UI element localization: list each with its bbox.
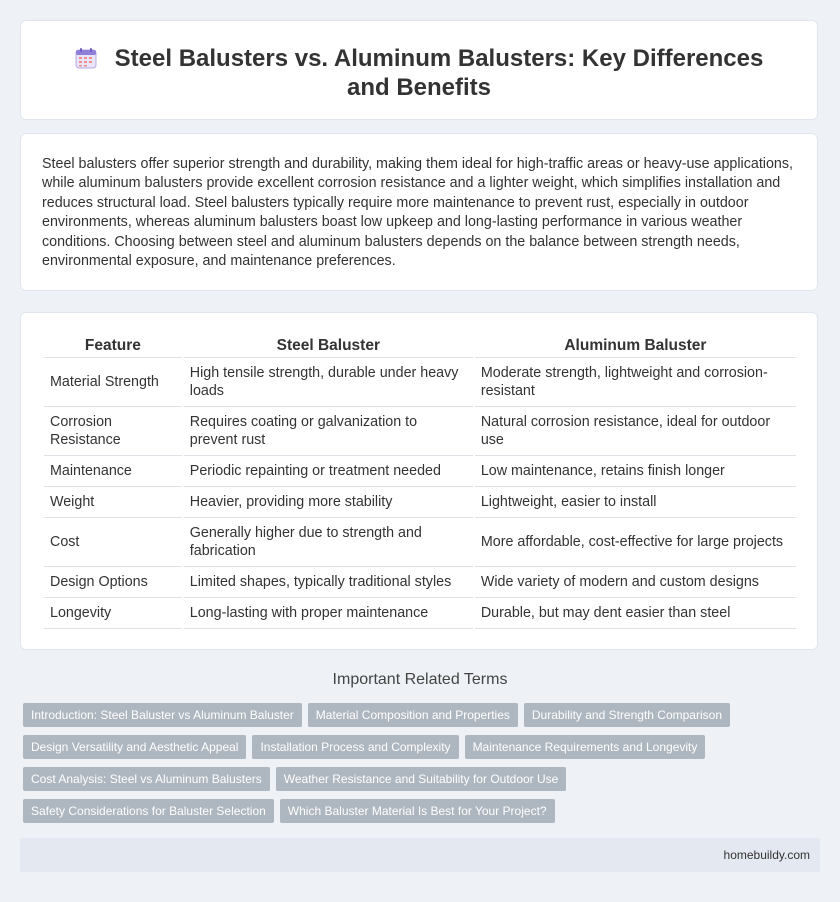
feature-cell: Corrosion Resistance [44,407,182,456]
feature-cell: Weight [44,487,182,518]
feature-cell: Material Strength [44,358,182,407]
related-tag[interactable]: Introduction: Steel Baluster vs Aluminum Baluster [23,703,302,727]
related-tag[interactable]: Which Baluster Material Is Best for Your Project? [280,799,555,823]
footer-site[interactable]: homebuildy.com [723,848,810,862]
header-steel: Steel Baluster [184,335,473,358]
related-tag[interactable]: Safety Considerations for Baluster Selection [23,799,274,823]
aluminum-cell: Durable, but may dent easier than steel [475,598,796,629]
footer-bar [20,838,820,872]
table-header-row [44,335,796,358]
feature-cell: Maintenance [44,456,182,487]
tag-row [23,767,823,799]
table-row [44,407,796,456]
comparison-card [20,312,818,650]
steel-cell: High tensile strength, durable under heavy loads [184,358,473,407]
steel-cell: Heavier, providing more stability [184,487,473,518]
page-title [21,44,817,102]
aluminum-cell: Wide variety of modern and custom designs [475,567,796,598]
table-row [44,567,796,598]
related-tag[interactable]: Durability and Strength Comparison [524,703,730,727]
table-row [44,487,796,518]
related-terms-heading: Important Related Terms [332,671,508,688]
table-row [44,358,796,407]
tag-row [23,799,823,831]
steel-cell: Limited shapes, typically traditional styles [184,567,473,598]
related-tag[interactable]: Design Versatility and Aesthetic Appeal [23,735,246,759]
table-row [44,518,796,567]
tag-row [23,703,823,735]
aluminum-cell: Low maintenance, retains finish longer [475,456,796,487]
related-tag[interactable]: Material Composition and Properties [308,703,518,727]
related-terms-tags [23,703,823,831]
table-row [44,456,796,487]
calendar-icon [75,47,97,69]
aluminum-cell: Lightweight, easier to install [475,487,796,518]
feature-cell: Cost [44,518,182,567]
steel-cell: Generally higher due to strength and fabrication [184,518,473,567]
feature-cell: Longevity [44,598,182,629]
tag-row [23,735,823,767]
related-tag[interactable]: Cost Analysis: Steel vs Aluminum Balusters [23,767,270,791]
header-aluminum: Aluminum Baluster [475,335,796,358]
page-title-text: Steel Balusters vs. Aluminum Balusters: Key Differences and Benefits [114,45,764,101]
intro-paragraph: Steel balusters offer superior strength and durability, making them ideal for high-traffic areas or heavy-use applications, while aluminum balusters provide excellent corrosion resistance and a lighter weight, which simplifies installation and reduces structural load. Steel balusters typically require more maintenance to prevent rust, especially in outdoor environments, whereas aluminum balusters boast low upkeep and long-lasting performance in various weather conditions. Choosing between steel and aluminum balusters depends on the balance between strength needs, environmental exposure, and maintenance preferences. [42,156,793,270]
steel-cell: Periodic repainting or treatment needed [184,456,473,487]
steel-cell: Long-lasting with proper maintenance [184,598,473,629]
intro-card [20,133,818,291]
related-tag[interactable]: Maintenance Requirements and Longevity [465,735,706,759]
related-tag[interactable]: Installation Process and Complexity [252,735,458,759]
table-row [44,598,796,629]
comparison-table [42,335,798,629]
title-wrap [21,44,817,102]
feature-cell: Design Options [44,567,182,598]
header-feature: Feature [44,335,182,358]
header-card [20,20,818,120]
aluminum-cell: More affordable, cost-effective for large projects [475,518,796,567]
aluminum-cell: Moderate strength, lightweight and corrosion-resistant [475,358,796,407]
steel-cell: Requires coating or galvanization to prevent rust [184,407,473,456]
aluminum-cell: Natural corrosion resistance, ideal for outdoor use [475,407,796,456]
related-tag[interactable]: Weather Resistance and Suitability for Outdoor Use [276,767,567,791]
